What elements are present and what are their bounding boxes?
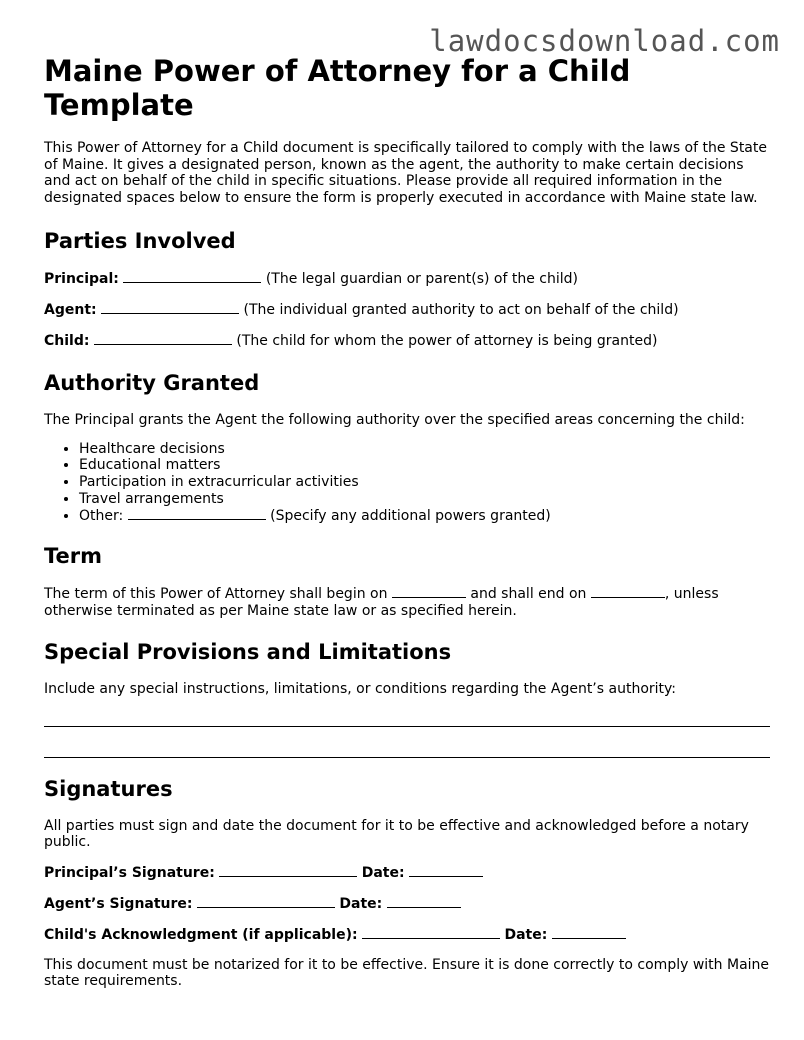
child-date-field[interactable] bbox=[552, 926, 626, 939]
authority-intro: The Principal grants the Agent the following authority over the specified areas concerning the child: bbox=[44, 412, 745, 428]
list-item: • Travel arrangements bbox=[79, 491, 770, 508]
special-line-1[interactable] bbox=[44, 726, 770, 727]
watermark: lawdocsdownload.com bbox=[429, 24, 780, 58]
other-note: (Specify any additional powers granted) bbox=[270, 508, 551, 525]
list-item-other bbox=[79, 507, 770, 525]
principal-note: (The legal guardian or parent(s) of the child) bbox=[265, 271, 578, 287]
term-text-a: The term of this Power of Attorney shall begin on bbox=[44, 586, 388, 603]
list-item: • Educational matters bbox=[79, 457, 770, 474]
other-label: Other: bbox=[79, 508, 124, 525]
child-acknowledgment-label: Child's Acknowledgment (if applicable): bbox=[44, 926, 358, 943]
child-label: Child: bbox=[44, 333, 90, 349]
special-intro: Include any special instructions, limitations, or conditions regarding the Agent’s authority: bbox=[44, 681, 676, 698]
agent-date-label: Date: bbox=[339, 895, 383, 912]
list-item: • Participation in extracurricular activities bbox=[79, 474, 770, 491]
agent-note: (The individual granted authority to act on behalf of the child) bbox=[243, 302, 679, 318]
principal-label: Principal: bbox=[44, 271, 119, 287]
authority-heading: Authority Granted bbox=[44, 371, 260, 395]
signatures-intro: All parties must sign and date the document for it to be effective and acknowledged before a notary public. bbox=[44, 817, 749, 851]
agent-field[interactable] bbox=[101, 301, 239, 314]
term-text-c: , unless otherwise terminated as per Maine state law or as specified herein. bbox=[44, 586, 719, 619]
principal-line bbox=[44, 270, 770, 288]
child-acknowledgment-line bbox=[44, 926, 770, 944]
parties-heading: Parties Involved bbox=[44, 229, 236, 253]
child-acknowledgment-field[interactable] bbox=[362, 926, 500, 939]
agent-signature-field[interactable] bbox=[197, 895, 335, 908]
principal-field[interactable] bbox=[123, 270, 261, 283]
term-paragraph bbox=[44, 585, 770, 619]
intro-paragraph: This Power of Attorney for a Child document is specifically tailored to comply with the laws of the State of Maine. It gives a designated person, known as the agent, the authority to make certain decisions and act on behalf of the child in specific situations. Please provide all required information in the designated spaces below to ensure the form is properly executed in accordance with Maine state law. bbox=[44, 140, 767, 206]
term-text-b: and shall end on bbox=[470, 586, 587, 603]
signatures-heading: Signatures bbox=[44, 776, 173, 801]
agent-date-field[interactable] bbox=[387, 895, 461, 908]
child-line bbox=[44, 332, 770, 350]
child-field[interactable] bbox=[94, 332, 232, 345]
child-date-label: Date: bbox=[504, 926, 548, 943]
principal-signature-line bbox=[44, 864, 770, 882]
special-heading: Special Provisions and Limitations bbox=[44, 640, 452, 665]
agent-signature-label: Agent’s Signature: bbox=[44, 895, 193, 912]
page-title: Maine Power of Attorney for a Child Template bbox=[44, 54, 631, 122]
list-item: • Healthcare decisions bbox=[79, 441, 770, 458]
agent-line bbox=[44, 301, 770, 319]
agent-label: Agent: bbox=[44, 302, 97, 318]
principal-signature-label: Principal’s Signature: bbox=[44, 864, 215, 881]
special-line-2[interactable] bbox=[44, 757, 770, 758]
principal-signature-field[interactable] bbox=[219, 864, 357, 877]
principal-date-field[interactable] bbox=[409, 864, 483, 877]
principal-date-label: Date: bbox=[361, 864, 405, 881]
term-heading: Term bbox=[44, 544, 103, 569]
document-body bbox=[44, 54, 770, 990]
authority-list bbox=[44, 441, 770, 526]
other-field[interactable] bbox=[128, 507, 266, 520]
child-note: (The child for whom the power of attorney is being granted) bbox=[236, 333, 658, 349]
agent-signature-line bbox=[44, 895, 770, 913]
term-begin-field[interactable] bbox=[392, 585, 466, 598]
term-end-field[interactable] bbox=[591, 585, 665, 598]
notary-footer: This document must be notarized for it to be effective. Ensure it is done correctly to comply with Maine state requirements. bbox=[44, 956, 770, 990]
